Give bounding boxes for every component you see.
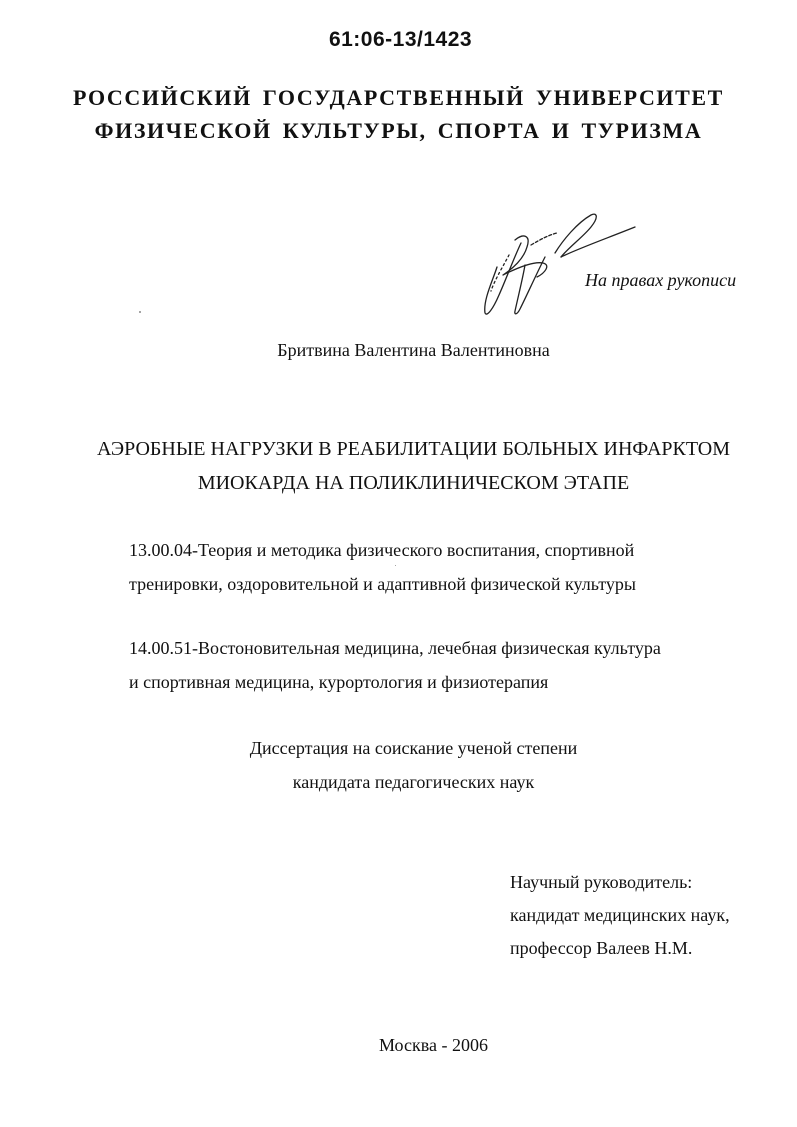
specialty-1-line-2: тренировки, оздоровительной и адаптивной физической культуры: [129, 574, 636, 594]
catalog-number: 61:06-13/1423: [328, 28, 473, 51]
supervisor-name: профессор Валеев Н.М.: [510, 938, 693, 958]
place-and-year: Москва - 2006: [379, 1035, 488, 1055]
supervisor-label: Научный руководитель:: [510, 872, 693, 892]
specialty-2-line-2: и спортивная медицина, курортология и физиотерапия: [129, 672, 549, 692]
manuscript-rights-note: На правах рукописи: [585, 270, 737, 290]
scan-speck: [139, 311, 141, 313]
dissertation-title-line-1: АЭРОБНЫЕ НАГРУЗКИ В РЕАБИЛИТАЦИИ БОЛЬНЫХ ИНФАРКТОМ: [96, 438, 731, 460]
degree-line-2: кандидата педагогических наук: [292, 772, 535, 792]
organization-line-1: РОССИЙСКИЙ ГОСУДАРСТВЕННЫЙ УНИВЕРСИТЕТ: [73, 85, 724, 110]
author-name: Бритвина Валентина Валентиновна: [277, 340, 550, 360]
scan-speck: [395, 565, 396, 566]
specialty-2-line-1: 14.00.51-Востоновительная медицина, лечебная физическая культура: [129, 638, 661, 658]
degree-line-1: Диссертация на соискание ученой степени: [249, 738, 578, 758]
signature-image: [465, 205, 645, 325]
organization-line-2: ФИЗИЧЕСКОЙ КУЛЬТУРЫ, СПОРТА И ТУРИЗМА: [94, 118, 703, 143]
specialty-1-line-1: 13.00.04-Теория и методика физического воспитания, спортивной: [129, 540, 635, 560]
supervisor-degree: кандидат медицинских наук,: [510, 905, 730, 925]
dissertation-title-line-2: МИОКАРДА НА ПОЛИКЛИНИЧЕСКОМ ЭТАПЕ: [197, 472, 630, 494]
